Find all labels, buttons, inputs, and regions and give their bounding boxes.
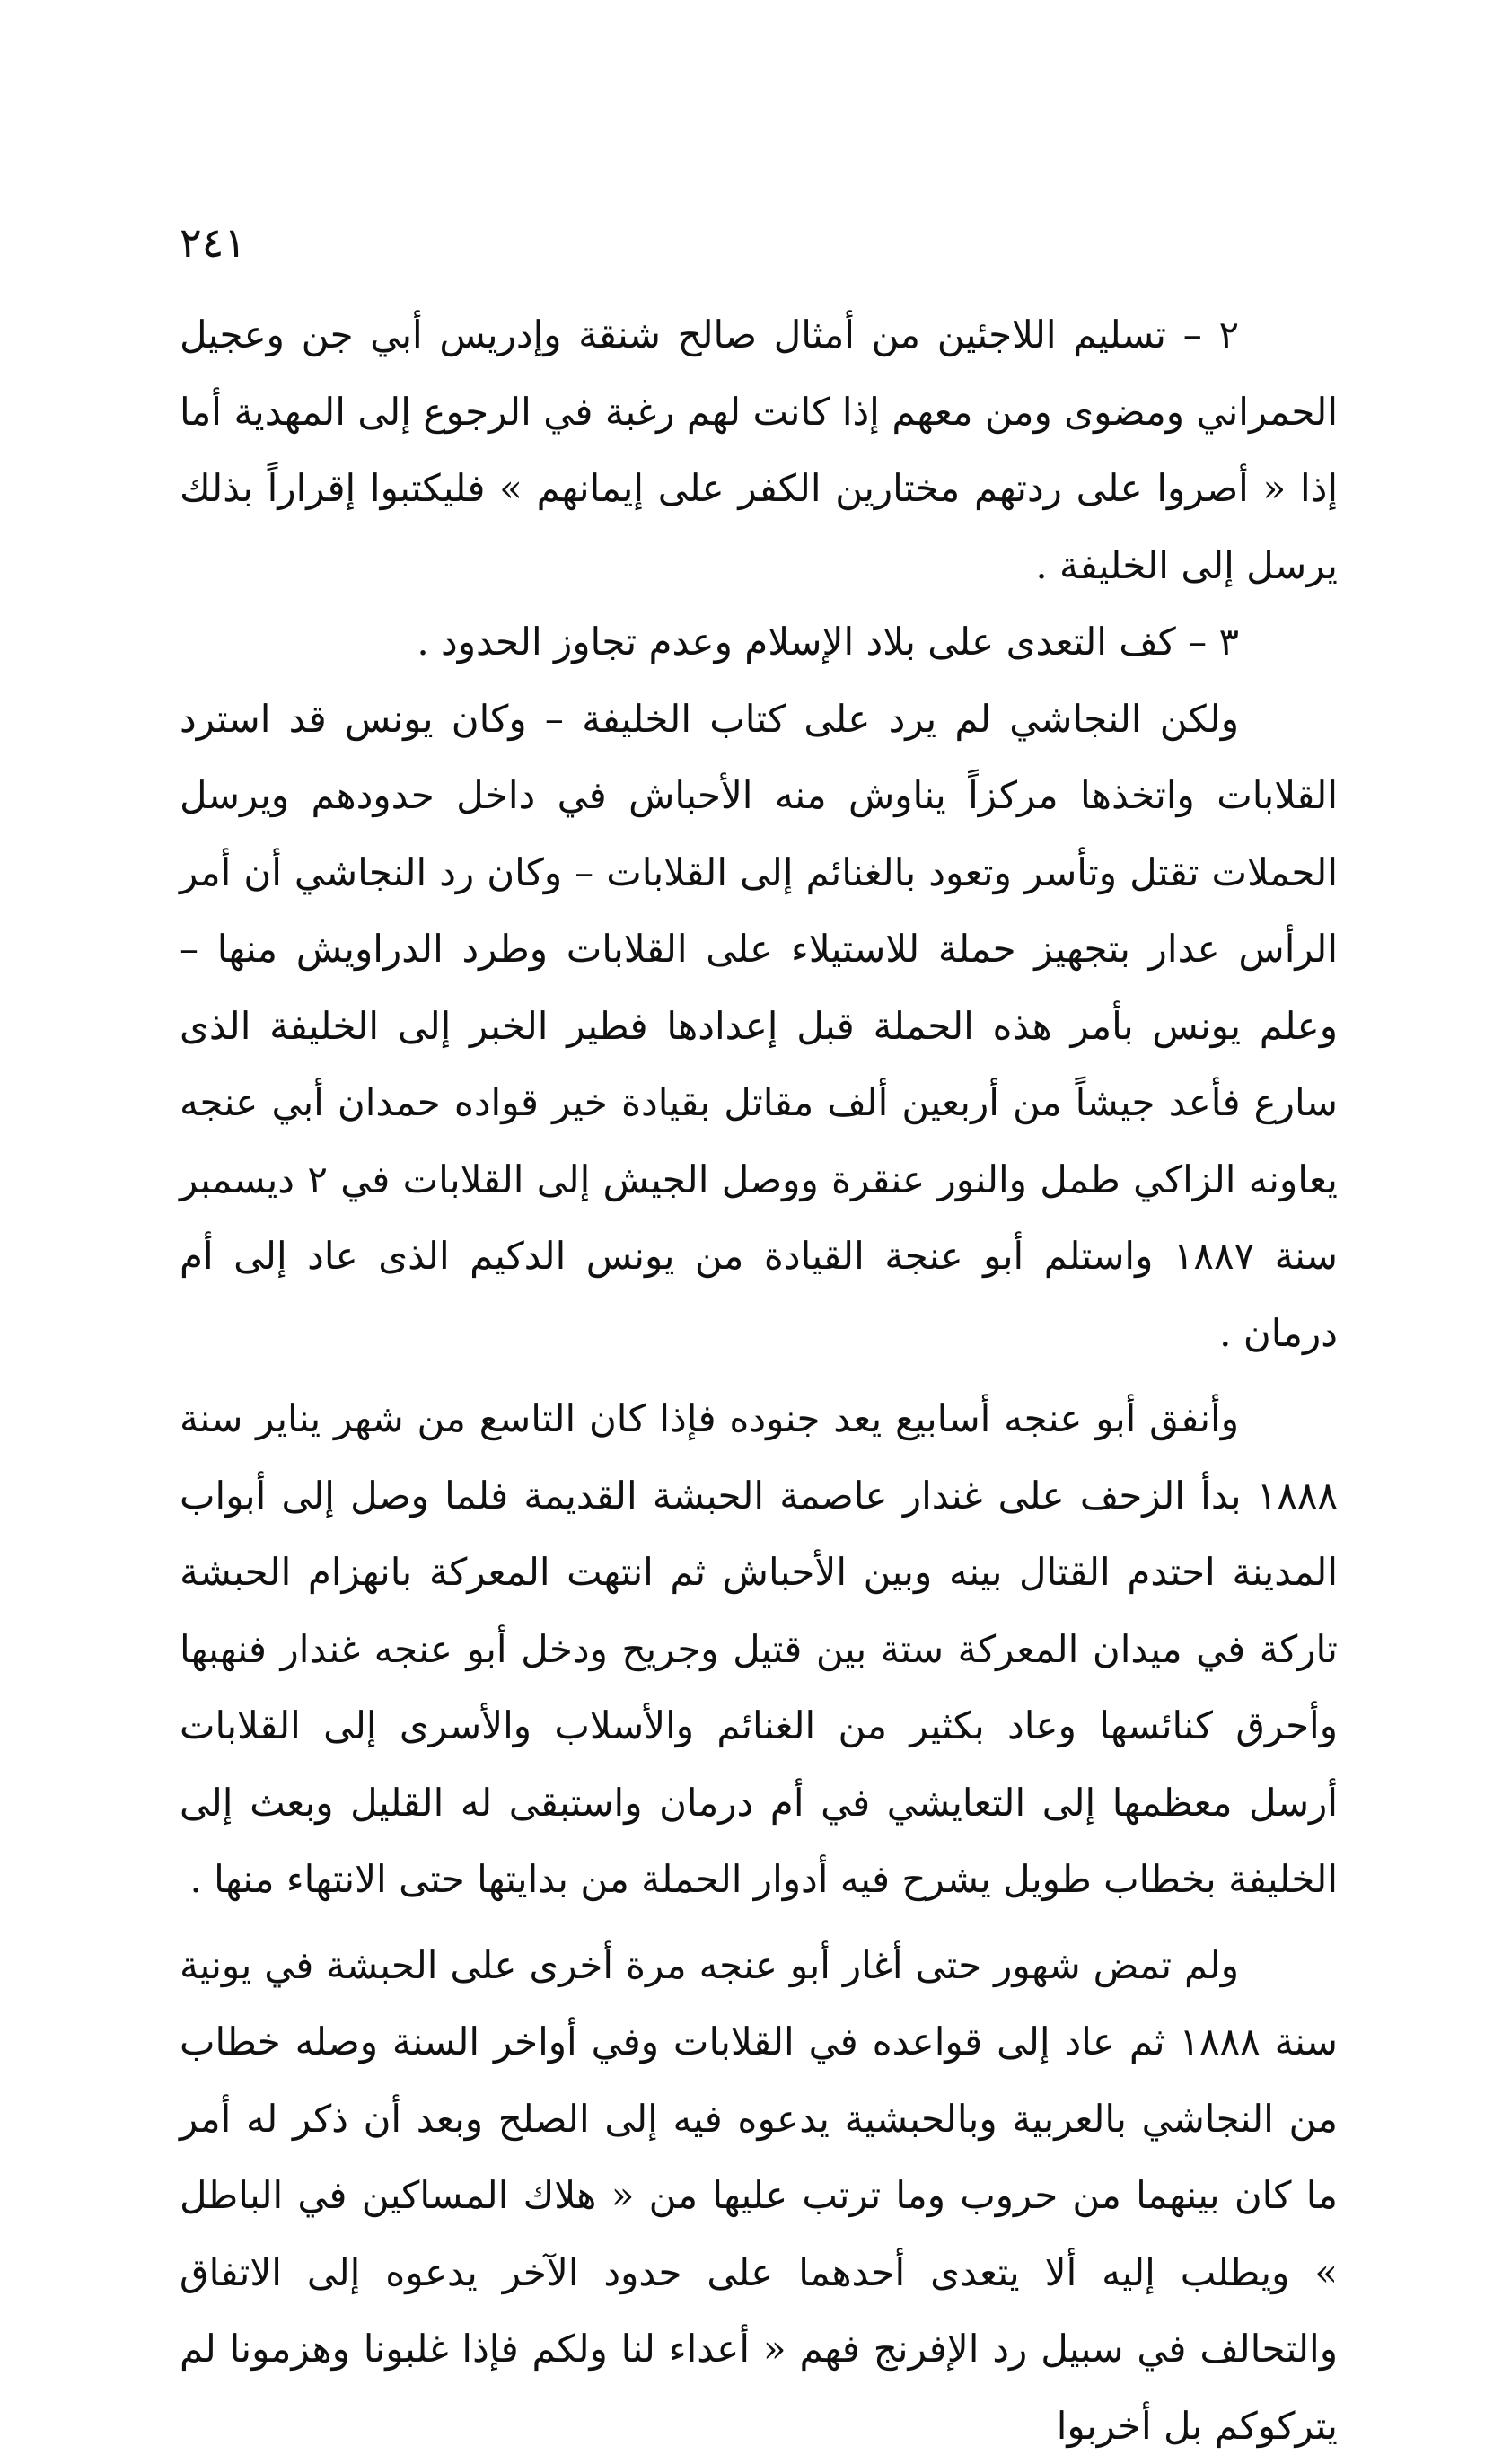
paragraph-gondar-campaign: وأنفق أبو عنجه أسابيع يعد جنوده فإذا كان التاسع من شهر يناير سنة ١٨٨٨ بدأ الزحف على غندار عاصمة الحبشة القديمة فلما وصل إلى أبواب المدينة احتدم القتال بينه وبين الأحباش ثم انتهت المعركة بانهزام الحبشة تاركة في ميدان المعركة ستة بين قتيل وجريح ودخل أبو عنجه غندار فنهبها وأحرق كنائسها وعاد بكثير من الغنائم والأسلاب والأسرى إلى القلابات أرسل معظمها إلى التعايشي في أم درمان واستبقى له القليل وبعث إلى الخليفة بخطاب طويل يشرح فيه أدوار الحملة من بدايتها حتى الانتهاء منها . — [180, 1380, 1338, 1918]
paragraph-second-raid: ولم تمض شهور حتى أغار أبو عنجه مرة أخرى على الحبشة في يونية سنة ١٨٨٨ ثم عاد إلى قواعده في القلابات وفي أواخر السنة وصله خطاب من النجاشي بالعربية وبالحبشية يدعوه فيه إلى الصلح وبعد أن ذكر له أمر ما كان بينهما من حروب وما ترتب عليها من « هلاك المساكين في الباطل » ويطلب إليه ألا يتعدى أحدهما على حدود الآخر يدعوه إلى الاتفاق والتحالف في سبيل رد الإفرنج فهم « أعداء لنا ولكم فإذا غلبونا وهزمونا لم يتركوكم بل أخربوا — [180, 1927, 1338, 2464]
body-text — [180, 296, 1338, 2464]
paragraph-negus-response: ولكن النجاشي لم يرد على كتاب الخليفة – وكان يونس قد استرد القلابات واتخذها مركزاً يناوش منه الأحباش في داخل حدودهم ويرسل الحملات تقتل وتأسر وتعود بالغنائم إلى القلابات – وكان رد النجاشي أن أمر الرأس عدار بتجهيز حملة للاستيلاء على القلابات وطرد الدراويش منها – وعلم يونس بأمر هذه الحملة قبل إعدادها فطير الخبر إلى الخليفة الذى سارع فأعد جيشاً من أربعين ألف مقاتل بقيادة خير قواده حمدان أبي عنجه يعاونه الزاكي طمل والنور عنقرة ووصل الجيش إلى القلابات في ٢ ديسمبر سنة ١٨٨٧ واستلم أبو عنجة القيادة من يونس الدكيم الذى عاد إلى أم درمان . — [180, 681, 1338, 1372]
page-number: ٢٤١ — [180, 216, 246, 269]
paragraph-condition-2: ٢ – تسليم اللاجئين من أمثال صالح شنقة وإدريس أبي جن وعجيل الحمراني ومضوى ومن معهم إذا كانت لهم رغبة في الرجوع إلى المهدية أما إذا « أصروا على ردتهم مختارين الكفر على إيمانهم » فليكتبوا إقراراً بذلك يرسل إلى الخليفة . — [180, 296, 1338, 603]
paragraph-condition-3: ٣ – كف التعدى على بلاد الإسلام وعدم تجاوز الحدود . — [180, 603, 1338, 681]
